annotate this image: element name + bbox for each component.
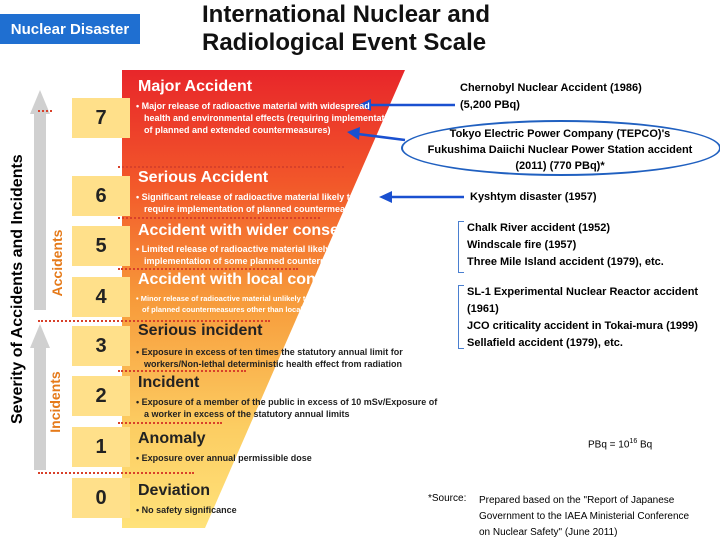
level-3-box: 3 — [72, 326, 130, 366]
fukushima-example: Tokyo Electric Power Company (TEPCO)'s Fukushima Daiichi Nuclear Power Station accident (2011) (770 PBq)* — [427, 128, 693, 172]
level-2-box: 2 — [72, 376, 130, 416]
level-4-bracket — [458, 285, 464, 349]
divider-1 — [118, 422, 222, 424]
level-6-desc: • Significant release of radioactive material likely to require implementation of planned countermeasures — [136, 192, 370, 214]
divider-4 — [118, 268, 298, 270]
level-1-box: 1 — [72, 427, 130, 467]
level-4-desc: • Minor release of radioactive material unlikely to result in implementation of planned countermeasures other than local food controls — [136, 294, 399, 314]
level-3-name: Serious incident — [138, 322, 263, 339]
kyshtym-arrowhead — [379, 191, 392, 203]
accidents-arrow — [30, 90, 50, 310]
level-0-name: Deviation — [138, 482, 211, 499]
severity-axis-label: Severity of Accidents and Incidents — [9, 154, 26, 424]
level-5-name: Accident with wider consequences — [138, 222, 404, 239]
level-1-name: Anomaly — [138, 430, 206, 447]
level-2-desc: • Exposure of a member of the public in excess of 10 mSv/Exposure of a worker in excess of the statutory annual limits — [136, 397, 438, 419]
divider-6 — [118, 166, 344, 168]
chernobyl-example: Chernobyl Nuclear Accident (1986) (5,200 PBq) — [460, 82, 642, 111]
level-4-examples: SL-1 Experimental Nuclear Reactor accident (1961) JCO criticality accident in Tokai-mura (1999) Sellafield accident (1979), etc. — [467, 286, 699, 349]
level-5-examples: Chalk River accident (1952) Windscale fire (1957) Three Mile Island accident (1979), etc. — [467, 222, 664, 268]
level-2-name: Incident — [138, 374, 200, 391]
unit-note: PBq = $10^{16}$ Bq — [588, 438, 653, 451]
level-0-desc: • No safety significance — [136, 505, 237, 515]
level-6-box: 6 — [72, 176, 130, 216]
level-7-name: Major Accident — [138, 78, 253, 95]
level-7-desc: • Major release of radioactive material with widespread health and environmental effects (requiring implementation of planned and extended countermeasures) — [136, 101, 399, 135]
level-5-desc: • Limited release of radioactive material likely to require implementation of some planned countermeasures — [136, 244, 375, 266]
source-label: *Source: — [428, 493, 467, 504]
title-line-1: International Nuclear and — [202, 1, 491, 28]
level-3-desc: • Exposure in excess of ten times the statutory annual limit for workers/Non-lethal deterministic health effect from radiation — [136, 347, 403, 369]
divider-5 — [118, 217, 320, 219]
level-5-bracket — [458, 221, 464, 273]
kyshtym-example: Kyshtym disaster (1957) — [470, 191, 597, 203]
divider-accident-top — [38, 110, 52, 112]
level-6-name: Serious Accident — [138, 169, 269, 186]
divider-0 — [38, 472, 194, 474]
level-4-name: Accident with local consequences — [138, 271, 399, 288]
incidents-group-label: Incidents — [47, 371, 63, 433]
divider-2 — [118, 370, 246, 372]
level-5-box: 5 — [72, 226, 130, 266]
source-text: Prepared based on the "Report of Japanese Government to the IAEA Ministerial Conference on Nuclear Safety" (June 2011) — [479, 495, 690, 538]
level-1-desc: • Exposure over annual permissible dose — [136, 453, 312, 463]
level-4-box: 4 — [72, 277, 130, 317]
accidents-group-label: Accidents — [49, 229, 65, 297]
nuclear-disaster-badge: Nuclear Disaster — [0, 14, 140, 44]
level-7-box: 7 — [72, 98, 130, 138]
level-0-box: 0 — [72, 478, 130, 518]
title-line-2: Radiological Event Scale — [202, 29, 487, 56]
